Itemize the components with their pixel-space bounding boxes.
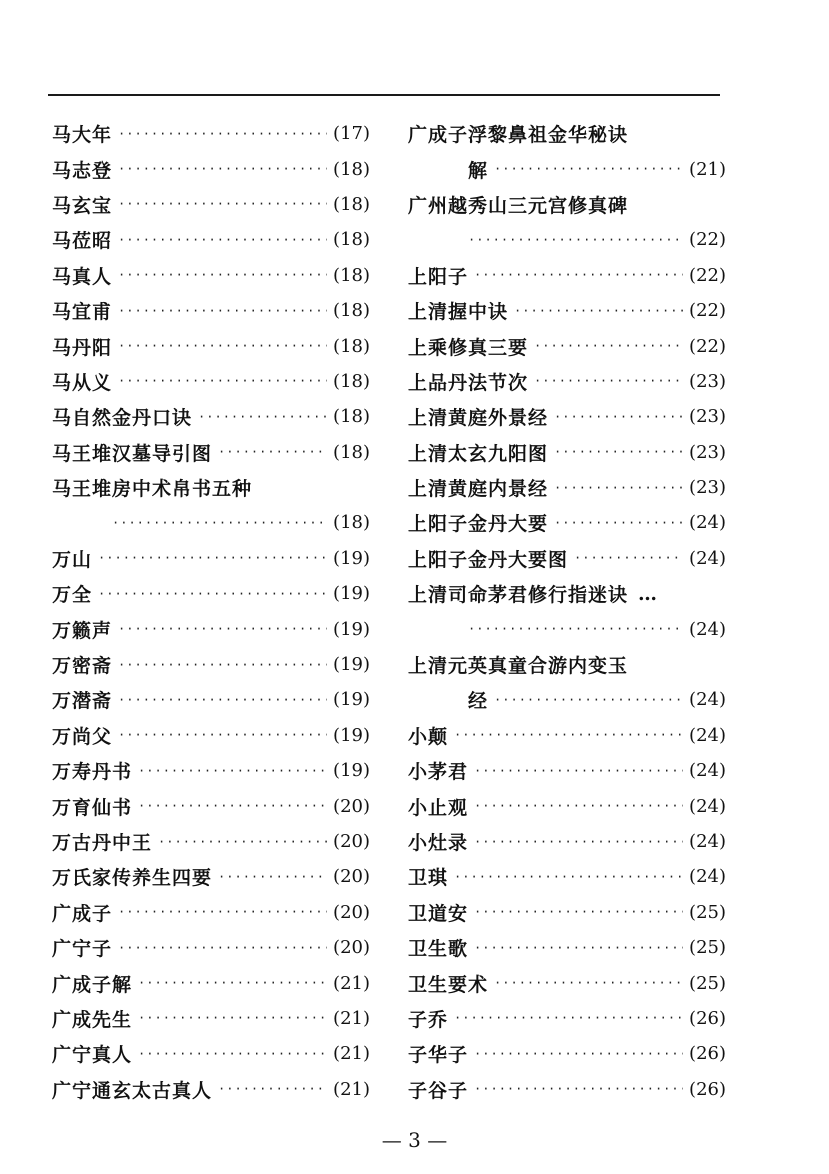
entry-page-ref: (24): [689, 689, 726, 711]
entry-page-ref: (23): [689, 477, 726, 499]
entry-title: 马从义: [52, 371, 113, 394]
index-entry: [52, 258, 370, 293]
entry-page-ref: (18): [333, 512, 370, 534]
dot-leader: [454, 870, 683, 884]
page-number: — 3 —: [381, 1128, 448, 1152]
entry-title: 小灶录: [408, 832, 469, 854]
index-entry: [408, 328, 726, 363]
index-entry: [408, 859, 726, 894]
index-column-right: [408, 116, 726, 1107]
entry-page-ref: (21): [333, 1007, 370, 1029]
dot-leader: [98, 587, 327, 601]
entry-page-ref: (19): [333, 689, 370, 711]
entry-page-ref: (26): [689, 1043, 726, 1065]
index-entry: [408, 682, 726, 717]
entry-title: 广成子浮黎鼻祖金华秘诀: [408, 124, 629, 147]
entry-title: 广成先生: [52, 1008, 133, 1031]
entry-title: 上清元英真童合游内变玉: [408, 655, 629, 678]
entry-page-ref: (19): [333, 547, 370, 569]
dot-leader: [138, 764, 327, 778]
index-entry: [408, 718, 726, 753]
entry-title: 上清黄庭内景经: [408, 478, 549, 501]
entry-title: 万寿丹书: [52, 761, 133, 784]
index-entry: [408, 222, 726, 257]
entry-page-ref: (24): [689, 795, 726, 817]
dot-leader: [118, 905, 327, 919]
entry-title: 上阳子: [408, 265, 469, 288]
index-entry: [52, 505, 370, 540]
entry-page-ref: (24): [689, 760, 726, 782]
entry-title: 广宁真人: [52, 1044, 133, 1067]
entry-page-ref: (25): [689, 972, 726, 994]
index-entry: [408, 930, 726, 965]
index-entry: [52, 541, 370, 576]
index-entry: [52, 364, 370, 399]
entry-title: 上乘修真三要: [408, 336, 529, 359]
index-entry: [408, 258, 726, 293]
dot-leader: [494, 693, 683, 707]
dot-leader: [118, 233, 327, 247]
dot-leader: [112, 516, 327, 530]
entry-title: 万古丹中王: [52, 832, 153, 854]
index-entry: [52, 293, 370, 328]
entry-title: 上阳子金丹大要: [408, 513, 549, 536]
index-entry: [408, 505, 726, 540]
dot-leader: [574, 551, 683, 565]
dot-leader: [118, 197, 327, 211]
dot-leader: [554, 516, 683, 530]
dot-leader: [474, 268, 683, 282]
entry-title: 广宁子: [52, 938, 113, 961]
dot-leader: [118, 162, 327, 176]
entry-page-ref: (19): [333, 618, 370, 640]
index-entry: [408, 753, 726, 788]
dot-leader: [474, 905, 683, 919]
entry-title: 上清司命茅君修行指迷诀: [408, 584, 629, 607]
dot-leader: [138, 799, 327, 813]
entry-title: 广成子解: [52, 973, 133, 996]
index-column-left: [52, 116, 370, 1107]
entry-page-ref: (20): [333, 937, 370, 959]
entry-page-ref: (24): [689, 618, 726, 640]
index-entry: [52, 1036, 370, 1071]
dot-leader: [494, 162, 683, 176]
index-entry: [408, 399, 726, 434]
entry-title: 上清握中诀: [408, 301, 509, 324]
dot-leader: [218, 445, 327, 459]
entry-page-ref: (26): [689, 1007, 726, 1029]
dot-leader: [138, 976, 327, 990]
entry-title: 万尚父: [52, 725, 113, 748]
entry-title: 小止观: [408, 796, 469, 819]
header-rule: [48, 94, 720, 96]
entry-page-ref: (18): [333, 370, 370, 392]
entry-page-ref: (23): [689, 406, 726, 428]
entry-page-ref: (19): [333, 583, 370, 605]
dot-leader: [118, 728, 327, 742]
entry-page-ref: (20): [333, 795, 370, 817]
entry-title: 上清黄庭外景经: [408, 407, 549, 430]
entry-title: 子乔: [408, 1008, 449, 1031]
index-entry: [408, 470, 726, 505]
dot-leader: [474, 799, 683, 813]
index-entry: [408, 895, 726, 930]
dot-leader: [98, 551, 327, 565]
index-entry: [408, 1001, 726, 1036]
dot-leader: [474, 941, 683, 955]
index-entry: [408, 116, 726, 151]
entry-title: 马王堆房中术帛书五种: [52, 478, 253, 501]
entry-page-ref: (20): [333, 866, 370, 888]
entry-title: 子谷子: [408, 1079, 469, 1102]
entry-title: 万山: [52, 548, 93, 571]
dot-leader: [118, 268, 327, 282]
entry-page-ref: (18): [333, 264, 370, 286]
index-entry: [52, 824, 370, 859]
entry-title: 马真人: [52, 265, 113, 288]
entry-title: 上品丹法节次: [408, 371, 529, 394]
index-entry: [52, 647, 370, 682]
dot-leader: [158, 835, 327, 849]
entry-title: 马玄宝: [52, 194, 113, 217]
entry-title: 万密斋: [52, 655, 113, 678]
entry-title: 解: [468, 159, 489, 182]
entry-page-ref: (22): [689, 335, 726, 357]
entry-trail: …: [638, 582, 658, 605]
entry-page-ref: (23): [689, 370, 726, 392]
entry-page-ref: (19): [333, 760, 370, 782]
entry-page-ref: (19): [333, 654, 370, 676]
index-entry: [408, 824, 726, 859]
entry-page-ref: (25): [689, 937, 726, 959]
entry-page-ref: (17): [333, 123, 370, 145]
dot-leader: [118, 304, 327, 318]
dot-leader: [554, 445, 683, 459]
index-entry: [52, 718, 370, 753]
index-entry: [408, 541, 726, 576]
entry-title: 马自然金丹口诀: [52, 407, 193, 430]
index-entry: [52, 930, 370, 965]
index-entry: [408, 364, 726, 399]
index-entry: [408, 576, 726, 611]
dot-leader: [474, 1082, 683, 1096]
index-entry: [52, 788, 370, 823]
index-entry: [408, 965, 726, 1000]
entry-page-ref: (18): [333, 335, 370, 357]
index-entry: [408, 151, 726, 186]
entry-page-ref: (25): [689, 901, 726, 923]
entry-title: 广州越秀山三元宫修真碑: [408, 194, 629, 217]
entry-page-ref: (20): [333, 831, 370, 852]
index-entry: [52, 435, 370, 470]
index-entry: [408, 788, 726, 823]
index-entry: [52, 895, 370, 930]
entry-title: 卫道安: [408, 902, 469, 925]
dot-leader: [514, 304, 683, 318]
index-entry: [52, 611, 370, 646]
dot-leader: [118, 127, 327, 141]
index-entry: [52, 151, 370, 186]
dot-leader: [468, 233, 683, 247]
entry-page-ref: (18): [333, 441, 370, 463]
entry-page-ref: (24): [689, 724, 726, 746]
index-entry: [52, 328, 370, 363]
dot-leader: [138, 1047, 327, 1061]
index-entry: [52, 187, 370, 222]
entry-title: 马莅昭: [52, 230, 113, 253]
dot-leader: [118, 374, 327, 388]
entry-page-ref: (22): [689, 300, 726, 322]
entry-title: 万育仙书: [52, 796, 133, 819]
entry-title: 万氏家传养生四要: [52, 867, 213, 890]
entry-title: 上清太玄九阳图: [408, 442, 549, 465]
entry-page-ref: (18): [333, 158, 370, 180]
index-entry: [408, 647, 726, 682]
index-entry: [52, 1001, 370, 1036]
entry-page-ref: (19): [333, 724, 370, 746]
entry-title: 经: [468, 690, 489, 713]
entry-title: 马宜甫: [52, 301, 113, 324]
entry-page-ref: (24): [689, 512, 726, 534]
entry-title: 马大年: [52, 124, 113, 147]
index-entry: [52, 470, 370, 505]
entry-page-ref: (21): [333, 1078, 370, 1100]
index-entry: [52, 222, 370, 257]
index-entry: [52, 1072, 370, 1107]
index-entry: [408, 187, 726, 222]
entry-page-ref: (21): [689, 158, 726, 180]
entry-title: 子华子: [408, 1044, 469, 1067]
index-entry: [52, 859, 370, 894]
index-entry: [52, 399, 370, 434]
entry-title: 小茅君: [408, 761, 469, 784]
entry-page-ref: (22): [689, 264, 726, 286]
entry-title: 万潜斋: [52, 690, 113, 713]
dot-leader: [118, 941, 327, 955]
dot-leader: [454, 728, 683, 742]
dot-leader: [494, 976, 683, 990]
index-entry: [52, 116, 370, 151]
entry-page-ref: (22): [689, 229, 726, 251]
entry-title: 万籁声: [52, 619, 113, 642]
entry-title: 万全: [52, 584, 93, 607]
dot-leader: [534, 374, 683, 388]
entry-page-ref: (18): [333, 193, 370, 215]
entry-page-ref: (18): [333, 406, 370, 428]
dot-leader: [218, 1082, 327, 1096]
dot-leader: [198, 410, 327, 424]
entry-page-ref: (21): [333, 1043, 370, 1065]
entry-page-ref: (24): [689, 831, 726, 852]
entry-page-ref: (23): [689, 441, 726, 463]
index-entry: [408, 611, 726, 646]
entry-title: 广宁通玄太古真人: [52, 1079, 213, 1102]
dot-leader: [118, 658, 327, 672]
entry-page-ref: (24): [689, 866, 726, 888]
entry-page-ref: (20): [333, 901, 370, 923]
entry-page-ref: (18): [333, 300, 370, 322]
entry-title: 卫琪: [408, 867, 449, 890]
index-entry: [52, 753, 370, 788]
index-entry: [408, 1036, 726, 1071]
entry-page-ref: (26): [689, 1078, 726, 1100]
entry-title: 马丹阳: [52, 336, 113, 359]
dot-leader: [474, 1047, 683, 1061]
dot-leader: [474, 764, 683, 778]
dot-leader: [118, 622, 327, 636]
dot-leader: [454, 1011, 683, 1025]
dot-leader: [218, 870, 327, 884]
dot-leader: [554, 481, 683, 495]
index-entry: [408, 293, 726, 328]
entry-title: 上阳子金丹大要图: [408, 548, 569, 571]
entry-title: 马志登: [52, 159, 113, 182]
index-entry: [52, 576, 370, 611]
index-entry: [408, 435, 726, 470]
entry-page-ref: (21): [333, 972, 370, 994]
index-entry: [52, 965, 370, 1000]
entry-page-ref: (18): [333, 229, 370, 251]
entry-title: 广成子: [52, 902, 113, 925]
dot-leader: [534, 339, 683, 353]
index-entry: [52, 682, 370, 717]
entry-page-ref: (24): [689, 547, 726, 569]
entry-title: 马王堆汉墓导引图: [52, 442, 213, 465]
entry-title: 小颠: [408, 725, 449, 748]
entry-title: 卫生歌: [408, 938, 469, 961]
dot-leader: [138, 1011, 327, 1025]
index-entry: [408, 1072, 726, 1107]
entry-title: 卫生要术: [408, 973, 489, 996]
dot-leader: [554, 410, 683, 424]
dot-leader: [474, 835, 683, 849]
dot-leader: [118, 693, 327, 707]
dot-leader: [468, 622, 683, 636]
dot-leader: [118, 339, 327, 353]
